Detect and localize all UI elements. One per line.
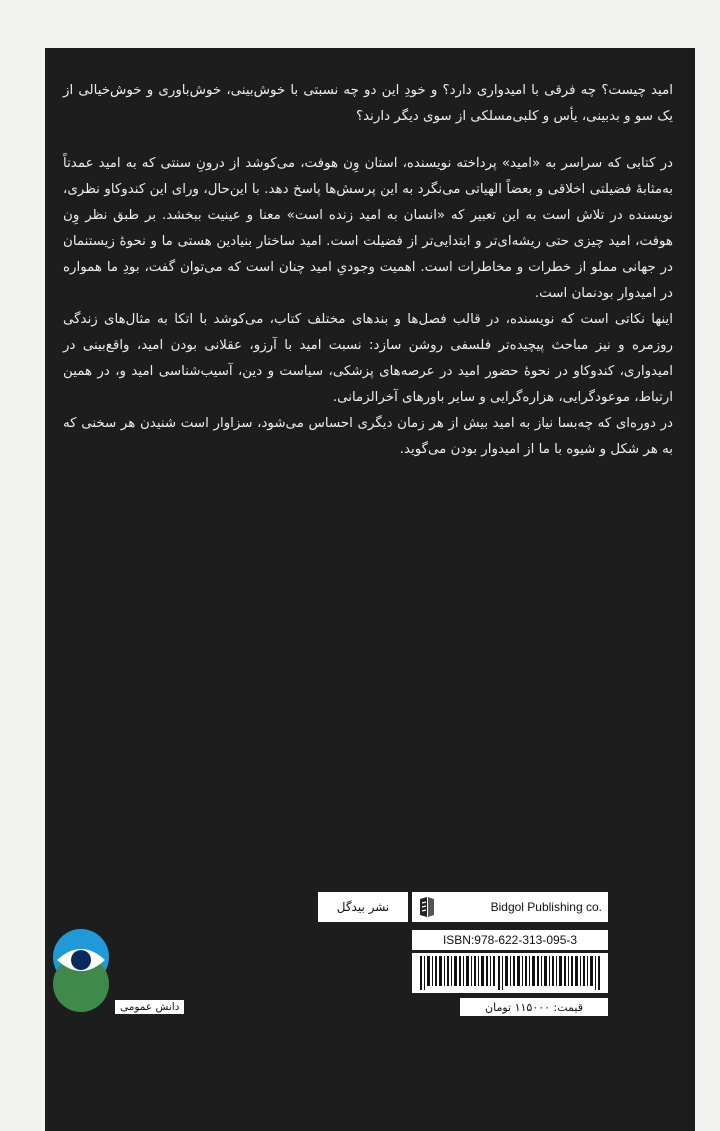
series-label: دانش عمومی	[115, 1000, 184, 1014]
isbn: ISBN:978-622-313-095-3	[412, 930, 608, 950]
blurb-paragraph-4: در دوره‌ای که چه‌بسا نیاز به امید بیش از هر زمان دیگری احساس می‌شود، سزاوار است شنیدن هر سخنی که به هر شکل و شیوه با ما از امیدوار بودن می‌گوید.	[63, 416, 673, 457]
blurb-paragraph-2: در کتابی که سراسر به «امید» پرداخته نویسنده، استان وِن هوفت، می‌کوشد از درونِ سنتی که به امید عمدتاً به‌مثابهٔ فضیلتی اخلاقی و بعضاً الهیاتی می‌نگرد به این پرسش‌ها پاسخ دهد. با این‌حال، ورای این کندوکاو نظری، نویسنده در تلاش است به این تعبیر که «انسان به امید زنده است» معنا و عینیت ببخشد. بر طبق نظر وِن هوفت، امید چیزی حتی ریشه‌ای‌تر و ابتدایی‌تر از فضیلت است. امید ساختار بنیادین هستی ما و نحوهٔ زیستنمان در جهانی مملو از خطرات و مخاطرات است. اهمیت وجودیِ امید چنان است که می‌توان گفت، بودِ ما همواره در امیدوار بودنمان است.	[63, 156, 673, 301]
publisher-name-en: Bidgol Publishing co.	[490, 900, 602, 914]
barcode-icon	[418, 956, 602, 990]
barcode	[412, 953, 608, 993]
eye-icon	[48, 928, 114, 1018]
price: قیمت: ۱۱۵۰۰۰ تومان	[460, 998, 608, 1016]
publisher-box	[412, 892, 608, 922]
blurb-paragraph-1: امید چیست؟ چه فرقی با امیدواری دارد؟ و خودِ این دو چه نسبتی با خوش‌بینی، خوش‌باوری و خوش‌خیالی از یک سو و بدبینی، یأس و کلبی‌مسلکی از سوی دیگر دارند؟	[63, 83, 673, 124]
blurb-paragraph-3: اینها نکاتی است که نویسنده، در قالب فصل‌ها و بندهای مختلف کتاب، می‌کوشد با اتکا به مثال‌های زندگی روزمره و نیز مباحث پیچیده‌تر فلسفی روشن سازد: نسبت امید با آرزو، عقلانی بودن امید، واقع‌بینی در امیدواری، کندوکاو در نحوهٔ حضور امید در عرصه‌های پزشکی، سیاست و دین، آسیب‌شناسی امید و، در همین ارتباط، موعودگرایی، هزاره‌گرایی و سایر باورهای آخرالزمانی.	[63, 312, 673, 405]
publisher-logo-icon	[418, 895, 436, 919]
blurb-text	[63, 78, 673, 463]
publisher-name-fa: نشر بیدگل	[318, 892, 408, 922]
